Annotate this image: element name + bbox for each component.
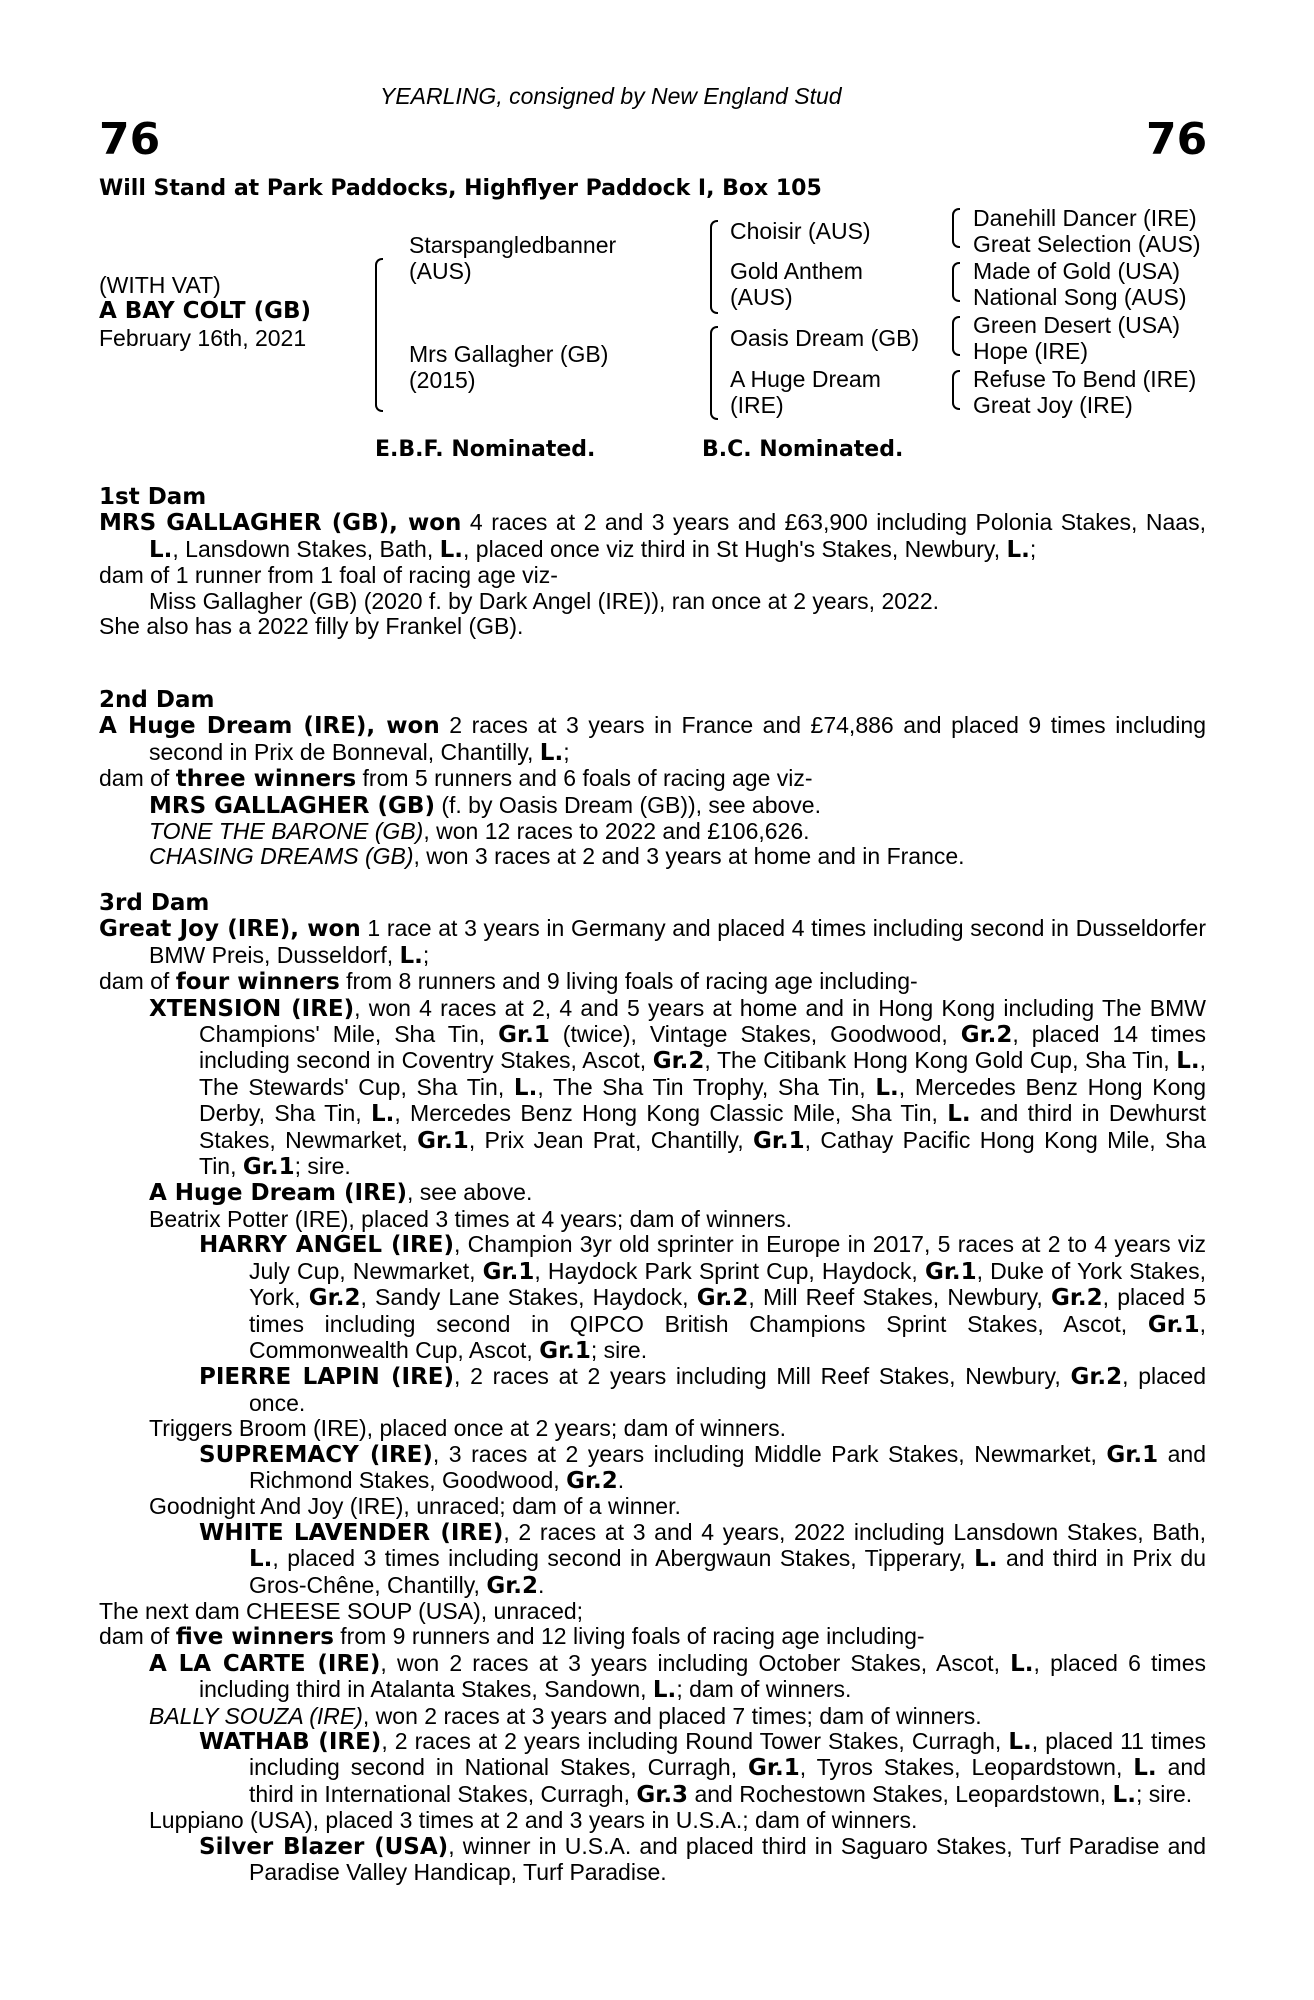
dam-name: Mrs Gallagher (GB) xyxy=(409,341,609,367)
produce-wathab: WATHAB (IRE), 2 races at 2 years including Round Tower Stakes, Curragh, L., placed 11 times including second in National Stakes, Curragh, Gr.1, Tyros Stakes, Leopardstown, L. and third in International Stakes, Curragh, Gr.3 and Rochestown Stakes, Leopardstown, L.; sire. xyxy=(199,1728,1206,1808)
consignment-subtitle: YEARLING, consigned by New England Stud xyxy=(380,83,842,109)
first-dam-also: She also has a 2022 filly by Frankel (GB). xyxy=(99,613,524,640)
produce-a-la-carte: A LA CARTE (IRE), won 2 races at 3 years including October Stakes, Ascot, L., placed 6 times including third in Atalanta Stakes, Sandown, L.; dam of winners. xyxy=(149,1649,1206,1704)
grandparent-8: Great Joy (IRE) xyxy=(973,392,1133,418)
grandparent-4: National Song (AUS) xyxy=(973,284,1187,310)
third-dam-section xyxy=(99,891,1206,1599)
pedigree-brace-dam xyxy=(710,326,718,420)
second-dam-produce-2 xyxy=(99,819,1206,844)
produce-bally-souza: BALLY SOUZA (IRE), won 2 races at 3 years and placed 7 times; dam of winners. xyxy=(149,1702,982,1729)
pedigree-brace-g3 xyxy=(952,316,960,356)
second-dam-name: A Huge Dream (IRE), won xyxy=(99,713,440,740)
produce-a-huge-dream xyxy=(99,1180,1206,1206)
intro-text: from 5 runners and 6 foals of racing age viz- xyxy=(356,765,813,792)
dam-dam-name: A Huge Dream xyxy=(730,366,881,392)
first-dam-section xyxy=(99,485,1206,639)
grandparent-6: Hope (IRE) xyxy=(973,338,1089,364)
produce-text: , won 3 races at 2 and 3 years at home and in France. xyxy=(413,843,965,870)
first-dam-name: MRS GALLAGHER (GB), won xyxy=(99,510,462,537)
produce-harry-angel: HARRY ANGEL (IRE), Champion 3yr old sprinter in Europe in 2017, 5 races at 2 to 4 years viz July Cup, Newmarket, Gr.1, Haydock Park Sprint Cup, Haydock, Gr.1, Duke of York Stakes, York, Gr.2, Sandy Lane Stakes, Haydock, Gr.2, Mill Reef Stakes, Newbury, Gr.2, placed 5 times including second in QIPCO British Champions Sprint Stakes, Ascot, Gr.1, Commonwealth Cup, Ascot, Gr.1; sire. xyxy=(199,1231,1206,1364)
dam-year: (2015) xyxy=(409,367,476,393)
produce-name: HARRY ANGEL (IRE) xyxy=(199,1232,454,1259)
second-dam-text-1: 2 races at 3 years in France and £74,886 and placed 9 times including second in Prix de Bonneval, Chantilly, xyxy=(149,712,1206,765)
produce-name: Silver Blazer (USA) xyxy=(199,1833,449,1860)
sire-origin: (AUS) xyxy=(409,258,472,284)
produce-name: A Huge Dream (IRE) xyxy=(149,1180,408,1207)
first-dam-text-2: , Lansdown Stakes, Bath, xyxy=(172,535,440,562)
pedigree-brace-g1 xyxy=(952,208,960,248)
listed-marker: L. xyxy=(439,536,464,563)
produce-name: TONE THE BARONE (GB) xyxy=(149,818,424,845)
produce-name: A LA CARTE (IRE) xyxy=(149,1650,381,1677)
listed-marker: L. xyxy=(1006,536,1030,563)
pedigree-brace-sire xyxy=(710,220,718,314)
produce-silver-blazer: Silver Blazer (USA), winner in U.S.A. and placed third in Saguaro Stakes, Turf Paradise and Paradise Valley Handicap, Turf Paradise. xyxy=(199,1832,1206,1886)
grandparent-5: Green Desert (USA) xyxy=(973,312,1181,338)
grandparent-1: Danehill Dancer (IRE) xyxy=(973,205,1197,231)
sire-name: Starspangledbanner xyxy=(409,232,617,258)
produce-text: , see above. xyxy=(407,1179,533,1206)
horse-name: A BAY COLT (GB) xyxy=(99,298,312,324)
second-dam-produce-1 xyxy=(99,793,1206,819)
ebf-nomination: E.B.F. Nominated. xyxy=(375,437,596,462)
next-dam-produce-intro: dam of five winners from 9 runners and 12 living foals of racing age including- xyxy=(99,1623,925,1651)
winners-count: three winners xyxy=(175,766,357,793)
intro-text: dam of xyxy=(99,765,176,792)
produce-text: (f. by Oasis Dream (GB)), see above. xyxy=(434,791,821,818)
intro-text: from 8 runners and 9 living foals of racing age including- xyxy=(339,968,918,995)
first-dam-produce-1: Miss Gallagher (GB) (2020 f. by Dark Angel (IRE)), ran once at 2 years, 2022. xyxy=(149,587,940,614)
sire-sire: Choisir (AUS) xyxy=(730,218,871,244)
winners-count: four winners xyxy=(175,969,340,996)
second-dam-produce-3 xyxy=(99,844,1206,869)
third-dam-text-2: ; xyxy=(422,941,430,968)
lot-number-left: 76 xyxy=(99,114,161,165)
first-dam-heading: 1st Dam xyxy=(99,484,207,510)
listed-marker: L. xyxy=(149,536,173,563)
next-dam-section xyxy=(99,1599,1206,1885)
produce-name: CHASING DREAMS (GB) xyxy=(149,843,414,870)
foaling-date: February 16th, 2021 xyxy=(99,325,307,351)
grandparent-7: Refuse To Bend (IRE) xyxy=(973,366,1197,392)
produce-luppiano: Luppiano (USA), placed 3 times at 2 and 3 years in U.S.A.; dam of winners. xyxy=(149,1807,918,1834)
intro-text: dam of xyxy=(99,968,176,995)
produce-triggers-broom: Triggers Broom (IRE), placed once at 2 years; dam of winners. xyxy=(149,1415,787,1442)
pedigree-brace-g4 xyxy=(952,370,960,410)
produce-name: SUPREMACY (IRE) xyxy=(199,1441,433,1468)
listed-marker: L. xyxy=(399,942,423,969)
first-dam-record xyxy=(99,510,1206,563)
first-dam-text-1: 4 races at 2 and 3 years and £63,900 including Polonia Stakes, Naas, xyxy=(461,509,1206,536)
winners-count: five winners xyxy=(175,1624,334,1651)
second-dam-text-2: ; xyxy=(563,738,570,765)
produce-name: BALLY SOUZA (IRE) xyxy=(149,1702,363,1729)
sire-dam-name: Gold Anthem xyxy=(730,258,863,284)
produce-text: , won 12 races to 2022 and £106,626. xyxy=(423,818,810,845)
produce-pierre-lapin: PIERRE LAPIN (IRE), 2 races at 2 years including Mill Reef Stakes, Newbury, Gr.2, placed once. xyxy=(199,1363,1206,1416)
produce-name: WHITE LAVENDER (IRE) xyxy=(199,1519,504,1546)
produce-name: MRS GALLAGHER (GB) xyxy=(149,792,435,819)
second-dam-heading: 2nd Dam xyxy=(99,687,215,713)
third-dam-produce-intro xyxy=(99,969,1206,995)
dam-sire: Oasis Dream (GB) xyxy=(730,325,920,351)
produce-white-lavender: WHITE LAVENDER (IRE), 2 races at 3 and 4 years, 2022 including Lansdown Stakes, Bath, L., placed 3 times including second in Abergwaun Stakes, Tipperary, L. and third in Prix du Gros-Chêne, Chantilly, Gr.2. xyxy=(199,1518,1206,1599)
second-dam-section xyxy=(99,688,1206,870)
second-dam-produce-intro xyxy=(99,766,1206,792)
third-dam-text-1: 1 race at 3 years in Germany and placed 4 times including second in Dusseldorfer BMW Preis, Dusseldorf, xyxy=(149,915,1207,968)
produce-supremacy: SUPREMACY (IRE), 3 races at 2 years including Middle Park Stakes, Newmarket, Gr.1 and Richmond Stakes, Goodwood, Gr.2. xyxy=(199,1440,1206,1494)
vat-note: (WITH VAT) xyxy=(99,272,221,298)
lot-number-right: 76 xyxy=(1146,114,1208,165)
produce-name: WATHAB (IRE) xyxy=(199,1729,382,1756)
pedigree-brace-main xyxy=(375,258,383,412)
grandparent-3: Made of Gold (USA) xyxy=(973,258,1181,284)
sire-dam-origin: (AUS) xyxy=(730,284,793,310)
third-dam-name: Great Joy (IRE), won xyxy=(99,916,361,943)
produce-goodnight-and-joy: Goodnight And Joy (IRE), unraced; dam of a winner. xyxy=(149,1493,681,1520)
produce-name: PIERRE LAPIN (IRE) xyxy=(199,1364,455,1391)
produce-xtension: XTENSION (IRE), won 4 races at 2, 4 and 5 years at home and in Hong Kong including The BMW Champions' Mile, Sha Tin, Gr.1 (twice), Vintage Stakes, Goodwood, Gr.2, placed 14 times including second in Coventry Stakes, Ascot, Gr.2, The Citibank Hong Kong Gold Cup, Sha Tin, L., The Stewards' Cup, Sha Tin, L., The Sha Tin Trophy, Sha Tin, L., Mercedes Benz Hong Kong Derby, Sha Tin, L., Mercedes Benz Hong Kong Classic Mile, Sha Tin, L. and third in Dewhurst Stakes, Newmarket, Gr.1, Prix Jean Prat, Chantilly, Gr.1, Cathay Pacific Hong Kong Mile, Sha Tin, Gr.1; sire. xyxy=(149,994,1207,1181)
dam-dam-origin: (IRE) xyxy=(730,392,784,418)
second-dam-record xyxy=(99,713,1206,766)
pedigree-brace-g2 xyxy=(952,262,960,302)
produce-name: XTENSION (IRE) xyxy=(149,995,355,1022)
produce-beatrix-potter: Beatrix Potter (IRE), placed 3 times at 4 years; dam of winners. xyxy=(149,1205,792,1232)
stabling-location: Will Stand at Park Paddocks, Highflyer Paddock I, Box 105 xyxy=(99,176,822,201)
third-dam-record xyxy=(99,916,1206,969)
first-dam-text-3: , placed once viz third in St Hugh's Stakes, Newbury, xyxy=(463,535,1007,562)
next-dam-intro: The next dam CHEESE SOUP (USA), unraced; xyxy=(99,1598,584,1624)
bc-nomination: B.C. Nominated. xyxy=(702,437,904,462)
first-dam-text-4: ; xyxy=(1029,535,1037,562)
third-dam-heading: 3rd Dam xyxy=(99,890,210,916)
first-dam-produce-intro: dam of 1 runner from 1 foal of racing age viz- xyxy=(99,562,558,589)
listed-marker: L. xyxy=(539,739,564,766)
grandparent-2: Great Selection (AUS) xyxy=(973,231,1201,257)
